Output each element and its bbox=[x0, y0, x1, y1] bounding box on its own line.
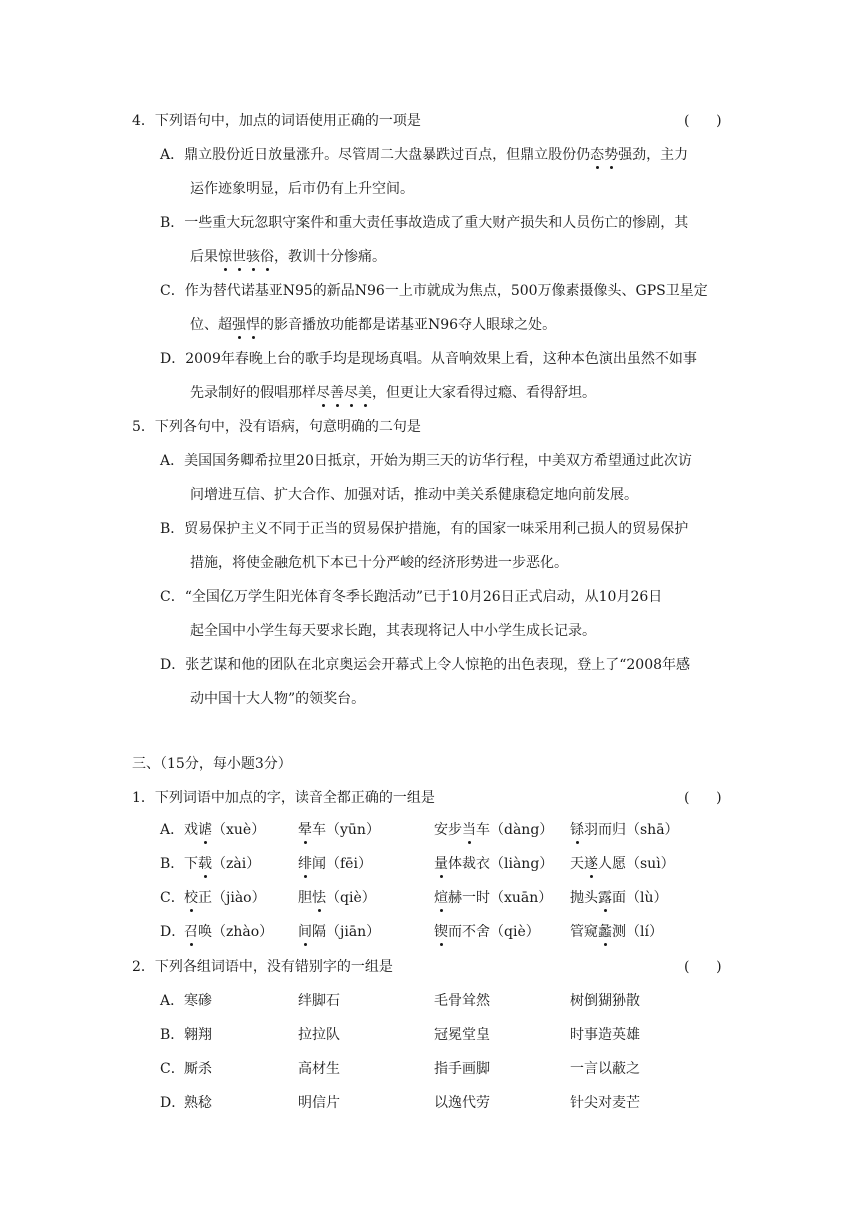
dotted-char: 晕 bbox=[298, 822, 312, 838]
s3q2-answer-paren: ( ) bbox=[684, 959, 722, 975]
pinyin-item: 绯闻（fēi） bbox=[298, 856, 372, 872]
dotted-char: 尽 bbox=[316, 385, 330, 401]
q4-option-c-cont: 位、超强悍的影音播放功能都是诺基亚N96夺人眼球之处。 bbox=[190, 317, 557, 333]
word-item: 冠冕堂皇 bbox=[434, 1027, 490, 1043]
word-item: 翱翔 bbox=[184, 1027, 212, 1043]
pinyin-item: 下载（zài） bbox=[184, 856, 261, 872]
dotted-char: 间 bbox=[298, 924, 312, 940]
s3q2-stem: 2．下列各组词语中，没有错别字的一组是 bbox=[132, 959, 393, 975]
word-item: 明信片 bbox=[298, 1095, 340, 1111]
q5-option-b: B．贸易保护主义不同于正当的贸易保护措施，有的国家一味采用利己损人的贸易保护 bbox=[160, 521, 689, 537]
dotted-char: 强 bbox=[232, 317, 246, 333]
dotted-char: 蠡 bbox=[598, 924, 612, 940]
s3q1-answer-paren: ( ) bbox=[684, 790, 722, 806]
word-item: 树倒猢狲散 bbox=[570, 993, 640, 1009]
dotted-char: 召 bbox=[184, 924, 198, 940]
q4-option-b: B．一些重大玩忽职守案件和重大责任事故造成了重大财产损失和人员伤亡的惨剧，其 bbox=[160, 215, 689, 231]
s3q1-row-label: A． bbox=[160, 822, 185, 838]
word-item: 毛骨耸然 bbox=[434, 993, 490, 1009]
dotted-char: 怯 bbox=[312, 890, 326, 906]
dotted-char: 谑 bbox=[198, 822, 212, 838]
q4-answer-paren: ( ) bbox=[684, 113, 722, 129]
dotted-char: 骇 bbox=[246, 249, 260, 265]
q5-option-c-cont: 起全国中小学生每天要求长跑，其表现将记人中小学生成长记录。 bbox=[190, 623, 596, 639]
q4-option-a: A．鼎立股份近日放量涨升。尽管周二大盘暴跌过百点，但鼎立股份仍态势强劲，主力 bbox=[160, 147, 689, 163]
pinyin-item: 抛头露面（lù） bbox=[570, 890, 668, 906]
word-item: 寒碜 bbox=[184, 993, 212, 1009]
s3q2-row-label: C． bbox=[160, 1061, 185, 1077]
dotted-char: 量 bbox=[434, 856, 448, 872]
dotted-char: 善 bbox=[330, 385, 344, 401]
dotted-char: 尽 bbox=[344, 385, 358, 401]
q4-option-d: D．2009年春晚上台的歌手均是现场真唱。从音响效果上看，这种本色演出虽然不如事 bbox=[160, 351, 697, 367]
word-item: 绊脚石 bbox=[298, 993, 340, 1009]
word-item: 拉拉队 bbox=[298, 1027, 340, 1043]
dotted-char: 煊 bbox=[434, 890, 448, 906]
dotted-char: 校 bbox=[184, 890, 198, 906]
pinyin-item: 晕车（yūn） bbox=[298, 822, 380, 838]
s3q2-row-label: A． bbox=[160, 993, 185, 1009]
q4-option-b-cont: 后果惊世骇俗，教训十分惨痛。 bbox=[190, 249, 386, 265]
dotted-char: 美 bbox=[358, 385, 372, 401]
dotted-char: 惊 bbox=[218, 249, 232, 265]
dotted-char: 遂 bbox=[584, 856, 598, 872]
s3q2-row-label: D． bbox=[160, 1095, 186, 1111]
dotted-char: 锲 bbox=[434, 924, 448, 940]
dotted-char: 载 bbox=[198, 856, 212, 872]
s3q1-row-label: B． bbox=[160, 856, 185, 872]
pinyin-item: 锲而不舍（qiè） bbox=[434, 924, 540, 940]
word-item: 一言以蔽之 bbox=[570, 1061, 640, 1077]
s3q2-row-label: B． bbox=[160, 1027, 185, 1043]
pinyin-item: 煊赫一时（xuān） bbox=[434, 890, 553, 906]
q5-option-d: D．张艺谋和他的团队在北京奥运会开幕式上令人惊艳的出色表现，登上了“2008年感 bbox=[160, 657, 691, 673]
dotted-char: 势 bbox=[604, 147, 619, 163]
pinyin-item: 天遂人愿（suì） bbox=[570, 856, 675, 872]
q4-option-d-cont: 先录制好的假唱那样尽善尽美，但更让大家看得过瘾、看得舒坦。 bbox=[190, 385, 596, 401]
word-item: 高材生 bbox=[298, 1061, 340, 1077]
pinyin-item: 铩羽而归（shā） bbox=[570, 822, 679, 838]
section-heading: 三、（15分，每小题3分） bbox=[132, 756, 292, 772]
pinyin-item: 校正（jiào） bbox=[184, 890, 266, 906]
word-item: 熟稔 bbox=[184, 1095, 212, 1111]
word-item: 以逸代劳 bbox=[434, 1095, 490, 1111]
word-item: 厮杀 bbox=[184, 1061, 212, 1077]
pinyin-item: 间隔（jiān） bbox=[298, 924, 381, 940]
q4-option-a-cont: 运作迹象明显，后市仍有上升空间。 bbox=[190, 181, 414, 197]
word-item: 针尖对麦芒 bbox=[570, 1095, 640, 1111]
pinyin-item: 戏谑（xuè） bbox=[184, 822, 266, 838]
q5-option-a-cont: 问增进互信、扩大合作、加强对话，推动中美关系健康稳定地向前发展。 bbox=[190, 487, 638, 503]
dotted-char: 铩 bbox=[570, 822, 584, 838]
dotted-char: 绯 bbox=[298, 856, 312, 872]
q5-stem: 5．下列各句中，没有语病，句意明确的二句是 bbox=[132, 419, 421, 435]
pinyin-item: 召唤（zhào） bbox=[184, 924, 274, 940]
pinyin-item: 胆怯（qiè） bbox=[298, 890, 376, 906]
dotted-char: 俗 bbox=[260, 249, 274, 265]
dotted-char: 世 bbox=[232, 249, 246, 265]
s3q1-row-label: C． bbox=[160, 890, 185, 906]
dotted-char: 态 bbox=[590, 147, 605, 163]
word-item: 时事造英雄 bbox=[570, 1027, 640, 1043]
dotted-char: 悍 bbox=[246, 317, 260, 333]
s3q1-stem: 1．下列词语中加点的字，读音全都正确的一组是 bbox=[132, 790, 435, 806]
dotted-char: 露 bbox=[598, 890, 612, 906]
q4-option-c: C．作为替代诺基亚N95的新品N96一上市就成为焦点，500万像素摄像头、GPS卫星定 bbox=[160, 283, 708, 299]
s3q1-row-label: D． bbox=[160, 924, 186, 940]
pinyin-item: 量体裁衣（liàng） bbox=[434, 856, 554, 872]
q5-option-c: C．“全国亿万学生阳光体育冬季长跑活动”已于10月26日正式启动，从10月26日 bbox=[160, 589, 663, 605]
dotted-char: 当 bbox=[462, 822, 476, 838]
q5-option-d-cont: 动中国十大人物”的领奖台。 bbox=[190, 691, 366, 707]
pinyin-item: 管窥蠡测（lí） bbox=[570, 924, 663, 940]
q4-stem: 4．下列语句中，加点的词语使用正确的一项是 bbox=[132, 113, 421, 129]
q5-option-a: A．美国国务卿希拉里20日抵京，开始为期三天的访华行程，中美双方希望通过此次访 bbox=[160, 453, 692, 469]
q5-option-b-cont: 措施，将使金融危机下本已十分严峻的经济形势进一步恶化。 bbox=[190, 555, 568, 571]
pinyin-item: 安步当车（dàng） bbox=[434, 822, 554, 838]
word-item: 指手画脚 bbox=[434, 1061, 490, 1077]
